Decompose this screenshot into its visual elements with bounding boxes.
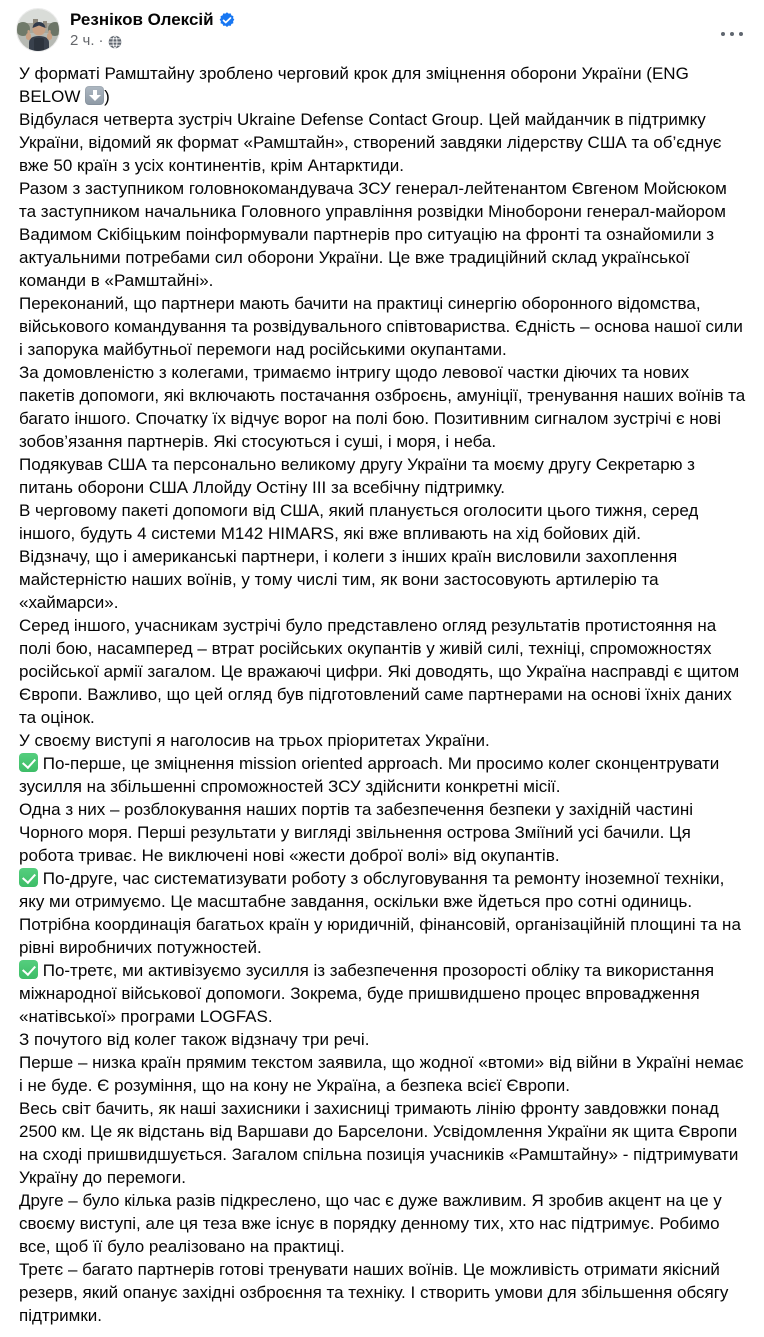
verified-badge-icon [219, 12, 235, 28]
post-paragraph: В черговому пакеті допомоги від США, який планується оголосити цього тижня, серед іншого, будуть 4 системи M142 HIMARS, які вже впливають на хід бойових дій. [19, 501, 704, 543]
post-paragraph: З почутого від колег також відзначу три речі. [19, 1030, 370, 1049]
post-paragraph: По-перше, це зміцнення mission oriented approach. Ми просимо колег сконцентрувати зусилля на збільшенні спроможностей ЗСУ здійснити конкретні місії. [19, 754, 725, 796]
check-emoji [19, 753, 38, 772]
post-paragraph: По-третє, ми активізуємо зусилля із забезпечення прозорості обліку та використання міжнародної військової допомоги. Зокрема, буде пришвидшено процес впровадження «натівської» програми LOGFAS. [19, 961, 719, 1026]
more-options-icon[interactable] [716, 22, 748, 46]
meta-separator: · [98, 32, 104, 49]
post-paragraph: Весь світ бачить, як наші захисники і захисниці тримають лінію фронту завдовжки понад 2500 км. Це як відстань від Варшави до Барселони. Усвідомлення України як щита Європи на сході пришвидшується. Загалом спільна позиція учасників «Рамштайну» - підтримувати Україну до перемоги. [19, 1099, 744, 1187]
globe-icon [108, 35, 122, 49]
avatar-photo [17, 9, 60, 52]
check-emoji [19, 868, 38, 887]
avatar[interactable] [16, 8, 60, 52]
post-meta [70, 32, 748, 50]
header-info [70, 8, 748, 50]
post-paragraph: У форматі Рамштайну зроблено черговий крок для зміцнення оборони України (ENG BELOW ) [19, 64, 694, 106]
post-paragraph: Переконаний, що партнери мають бачити на практиці синергію оборонного відомства, військового командування та розвідувального співтовариства. Єдність – основа нашої сили і запорука майбутньої перемоги над російськими окупантами. [19, 294, 748, 359]
timestamp[interactable]: 2 ч. [70, 32, 95, 49]
author-row [70, 9, 748, 30]
post-paragraph: Одна з них – розблокування наших портів та забезпечення безпеки у західній частині Чорного моря. Перші результати у вигляді звільнення острова Зміїний усі бачили. Ця робота триває. Не виключені нові «жести доброї волі» від окупантів. [19, 800, 698, 865]
post-paragraph: У своєму виступі я наголосив на трьох пріоритетах України. [19, 731, 490, 750]
post-paragraph: Серед іншого, учасникам зустрічі було представлено огляд результатів протистояння на полі бою, насамперед – втрат російських окупантів у живій силі, техніці, спроможностях російської армії загалом. Це вражаючі цифри. Які доводять, що Україна насправді є щитом Європи. Важливо, що цей огляд був підготовлений саме партнерами на основі їхніх даних та оцінок. [19, 616, 744, 727]
post-paragraph: Друге – було кілька разів підкреслено, що час є дуже важливим. Я зробив акцент на це у своєму виступі, але ця теза вже існує в порядку денному тих, хто нас підтримує. Робимо все, щоб її було реалізовано на практиці. [19, 1191, 727, 1256]
post-paragraph: Перше – низка країн прямим текстом заявила, що жодної «втоми» від війни в Україні немає і не буде. Є розуміння, що на кону не Україна, а безпека всієї Європи. [19, 1053, 749, 1095]
post-paragraph: Відзначу, що і американські партнери, і колеги з інших країн висловили захоплення майстерністю наших воїнів, у тому числі тим, як вони застосовують артилерію та «хаймарси». [19, 547, 682, 612]
post-paragraph: Відбулася четверта зустріч Ukraine Defense Contact Group. Цей майданчик в підтримку України, відомий як формат «Рамштайн», створений завдяки лідерству США та об’єднує вже 50 країн з усіх континентів, крім Антарктиди. [19, 110, 727, 175]
post-paragraph: Разом з заступником головнокомандувача ЗСУ генерал-лейтенантом Євгеном Мойсюком та заступником начальника Головного управління розвідки Міноборони генерал-майором Вадимом Скібіцьким поінформували партнерів про ситуацію на фронті та ознайомили з актуальними потребами сил оборони України. Це вже традиційний склад української команди в «Рамштайні». [19, 179, 732, 290]
post-paragraph: По-друге, час систематизувати роботу з обслуговування та ремонту іноземної техніки, яку ми отримуємо. Це масштабне завдання, оскільки вже йдеться про сотні одиниць. Потрібна координація багатьох країн у юридичній, фінансовій, організаційній площині та на рівні виробничих потужностей. [19, 869, 746, 957]
post-body [0, 56, 764, 1337]
post-paragraph: Третє – багато партнерів готові тренувати наших воїнів. Це можливість отримати якісний резерв, який опанує західні озброєння та техніку. І створить умови для збільшення обсягу підтримки. [19, 1260, 734, 1325]
post-paragraph: За домовленістю з колегами, тримаємо інтригу щодо левової частки діючих та нових пакетів допомоги, які включають постачання озброєнь, амуніції, тренування наших воїнів та багато іншого. Спочатку їх відчує ворог на полі бою. Позитивним сигналом зустрічі є нові зобов’язання партнерів. Які стосуються і суші, і моря, і неба. [19, 363, 750, 451]
down-arrow-emoji [85, 86, 104, 105]
check-emoji [19, 960, 38, 979]
post-header [0, 0, 764, 56]
post-paragraph: Подякував США та персонально великому другу України та моєму другу Секретарю з питань оборони США Ллойду Остіну III за всебічну підтримку. [19, 455, 700, 497]
author-name[interactable]: Резніков Олексій [70, 10, 214, 29]
